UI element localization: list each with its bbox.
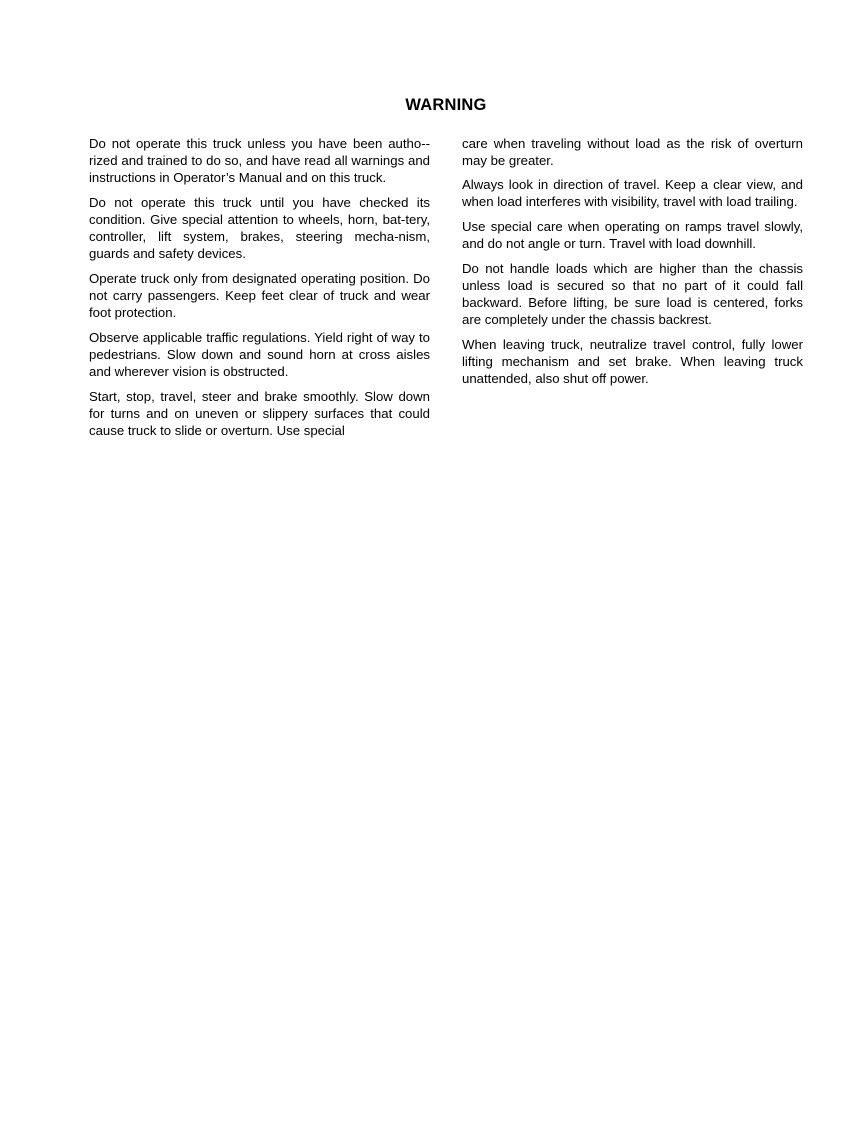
warning-paragraph: Operate truck only from designated operating position. Do not carry passengers. Keep feet clear of truck and wear foot protection. [89,271,430,320]
warning-paragraph: Observe applicable traffic regulations. Yield right of way to pedestrians. Slow down and sound horn at cross aisles and wherever vision is obstructed. [89,330,430,379]
warning-column-left [89,135,430,447]
warning-paragraph: Do not handle loads which are higher than the chassis unless load is secured so that no part of it could fall backward. Before lifting, be sure load is centered, forks are completely under the chassis backrest. [462,261,803,327]
warning-paragraph: When leaving truck, neutralize travel control, fully lower lifting mechanism and set brake. When leaving truck unattended, also shut off power. [462,337,803,386]
warning-paragraph: care when traveling without load as the risk of overturn may be greater. [462,136,803,168]
warning-paragraph: Always look in direction of travel. Keep a clear view, and when load interferes with visibility, travel with load trailing. [462,177,803,209]
warning-paragraph: Use special care when operating on ramps travel slowly, and do not angle or turn. Travel with load downhill. [462,219,803,251]
warning-paragraph: Do not operate this truck until you have checked its condition. Give special attention to wheels, horn, bat-tery, controller, lift system, brakes, steering mecha-nism, guards and safety devices. [89,195,430,261]
page-title: WARNING [405,96,487,114]
warning-column-right [462,135,803,395]
warning-paragraph: Do not operate this truck unless you have been autho-rized and trained to do so, and have read all warnings and instructions in Operator’s Manual and on this truck. [89,136,430,185]
warning-paragraph: Start, stop, travel, steer and brake smoothly. Slow down for turns and on uneven or slippery surfaces that could cause truck to slide or overturn. Use special [89,389,430,438]
